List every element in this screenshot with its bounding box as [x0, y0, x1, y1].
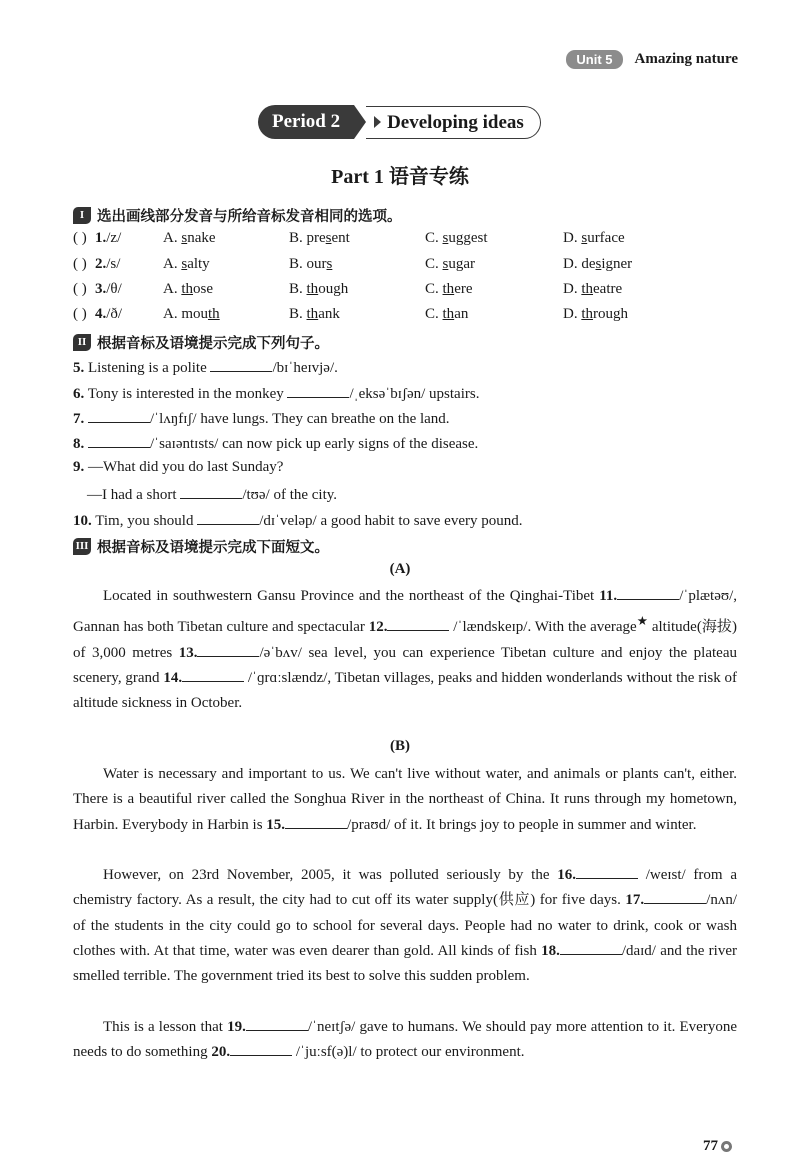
- answer-paren[interactable]: ( ): [73, 256, 87, 272]
- page-number-text: 77: [703, 1138, 718, 1154]
- passage-b-paragraph-2: However, on 23rd November, 2005, it was polluted seriously by the 16. /weɪst/ from a chemistry factory. As a result, the city had to cut off its water supply(供应) for five days. 17. /nʌn/ of the students in the city could go to school for several days. People had no water to drink, cook or wash clothes with. At that time, water was even dearer than gold. All kinds of fish 18. /daɪd/ and the river smelled terrible. The government tried its best to solve this sudden problem.: [73, 863, 737, 989]
- ipa: /z/: [106, 230, 122, 246]
- ipa: /θ/: [106, 281, 122, 297]
- option-b: B. present: [289, 230, 350, 246]
- answer-paren[interactable]: ( ): [73, 281, 87, 297]
- answer-blank[interactable]: [287, 383, 349, 398]
- section-title: 根据音标及语境提示完成下面短文。: [97, 540, 329, 556]
- answer-paren[interactable]: ( ): [73, 306, 87, 322]
- option-c: C. sugar: [425, 256, 476, 272]
- option-b: B. ours: [289, 256, 333, 272]
- section-3-heading: [73, 536, 329, 557]
- option-d: D. through: [563, 306, 629, 322]
- star-icon: ★: [636, 614, 649, 629]
- question-number: 1.: [95, 230, 107, 246]
- arrow-right-icon: [354, 105, 366, 139]
- part-title: Part 1 语音专练: [331, 166, 469, 188]
- sentence-9-question: 9. —What did you do last Sunday?: [73, 459, 284, 475]
- answer-blank-13[interactable]: [197, 642, 259, 657]
- passage-b-label: (B): [390, 738, 410, 754]
- question-number: 3.: [95, 281, 107, 297]
- sentence-9-answer: —I had a short /tʊə/ of the city.: [87, 484, 337, 504]
- answer-blank-20[interactable]: [230, 1041, 292, 1056]
- option-c: C. than: [425, 306, 469, 322]
- option-d: D. theatre: [563, 281, 623, 297]
- option-a: A. snake: [163, 230, 216, 246]
- section-title: 根据音标及语境提示完成下列句子。: [97, 336, 329, 352]
- play-triangle-icon: [374, 116, 381, 128]
- question-number: 4.: [95, 306, 107, 322]
- sentence-8: 8. /ˈsaɪəntɪsts/ can now pick up early signs of the disease.: [73, 433, 478, 453]
- passage-a: Located in southwestern Gansu Province and the northeast of the Qinghai-Tibet 11. /ˈplætəʊ/, Gannan has both Tibetan culture and spectacular 12. /ˈlændskeɪp/. With the average★ altitude(海拔) of 3,000 metres 13. /əˈbʌv/ sea level, you can experience Tibetan culture and enjoy the plateau scenery, grand 14. /ˈɡrɑːslændz/, Tibetan villages, peaks and hidden wonderlands without the risk of altitude sickness in October.: [73, 584, 737, 716]
- answer-blank-19[interactable]: [246, 1016, 308, 1031]
- answer-blank[interactable]: [210, 357, 272, 372]
- option-a: A. salty: [163, 256, 210, 272]
- option-c: C. suggest: [425, 230, 488, 246]
- answer-paren[interactable]: ( ): [73, 230, 87, 246]
- period-label: Period 2: [258, 105, 354, 139]
- option-c: C. there: [425, 281, 473, 297]
- section-number: I: [73, 207, 91, 224]
- page-header: [566, 50, 738, 69]
- sentence-10: 10. Tim, you should /dɪˈveləp/ a good habit to save every pound.: [73, 510, 522, 530]
- answer-blank[interactable]: [197, 510, 259, 525]
- answer-blank-11[interactable]: [617, 585, 679, 600]
- sentence-7: 7. /ˈlʌŋfɪʃ/ have lungs. They can breathe on the land.: [73, 408, 450, 428]
- passage-a-label: (A): [389, 561, 411, 577]
- section-2-heading: [73, 332, 329, 353]
- option-a: A. those: [163, 281, 214, 297]
- question-number: 2.: [95, 256, 107, 272]
- answer-blank-14[interactable]: [182, 667, 244, 682]
- section-number: II: [73, 334, 91, 351]
- option-a: A. mouth: [163, 306, 220, 322]
- passage-b-paragraph-1: Water is necessary and important to us. We can't live without water, and animals or plants can't, either. There is a beautiful river called the Songhua River in the northeast of China. It runs through my hometown, Harbin. Everybody in Harbin is 15. /praʊd/ of it. It brings joy to people in summer and winter.: [73, 766, 737, 833]
- gear-icon: [721, 1141, 732, 1152]
- answer-blank-18[interactable]: [560, 940, 622, 955]
- sentence-5: 5. Listening is a polite /bɪˈheɪvjə/.: [73, 357, 338, 377]
- unit-title: Amazing nature: [634, 51, 738, 67]
- unit-badge: Unit 5: [566, 50, 622, 69]
- ipa: /s/: [106, 256, 121, 272]
- answer-blank[interactable]: [180, 484, 242, 499]
- section-number: III: [73, 538, 91, 555]
- answer-blank-12[interactable]: [387, 616, 449, 631]
- option-b: B. thank: [289, 306, 340, 322]
- answer-blank-15[interactable]: [285, 814, 347, 829]
- section-1-heading: [73, 205, 402, 226]
- option-d: D. surface: [563, 230, 625, 246]
- ipa: /ð/: [106, 306, 123, 322]
- period-banner: [258, 105, 541, 139]
- sentence-6: 6. Tony is interested in the monkey /ˌeksəˈbɪʃən/ upstairs.: [73, 383, 479, 403]
- answer-blank-17[interactable]: [644, 889, 706, 904]
- passage-b-paragraph-3: This is a lesson that 19. /ˈneɪtʃə/ gave to humans. We should pay more attention to it. Everyone needs to do something 20. /ˈjuːsf(ə)l/ to protect our environment.: [73, 1015, 737, 1066]
- answer-blank-16[interactable]: [576, 864, 638, 879]
- period-subtitle: [366, 106, 541, 139]
- option-b: B. though: [289, 281, 349, 297]
- answer-blank[interactable]: [88, 433, 150, 448]
- answer-blank[interactable]: [88, 408, 150, 423]
- period-subtitle-text: Developing ideas: [387, 111, 524, 133]
- option-d: D. designer: [563, 256, 633, 272]
- page-number: [703, 1138, 732, 1155]
- section-title: 选出画线部分发音与所给音标发音相同的选项。: [97, 209, 402, 225]
